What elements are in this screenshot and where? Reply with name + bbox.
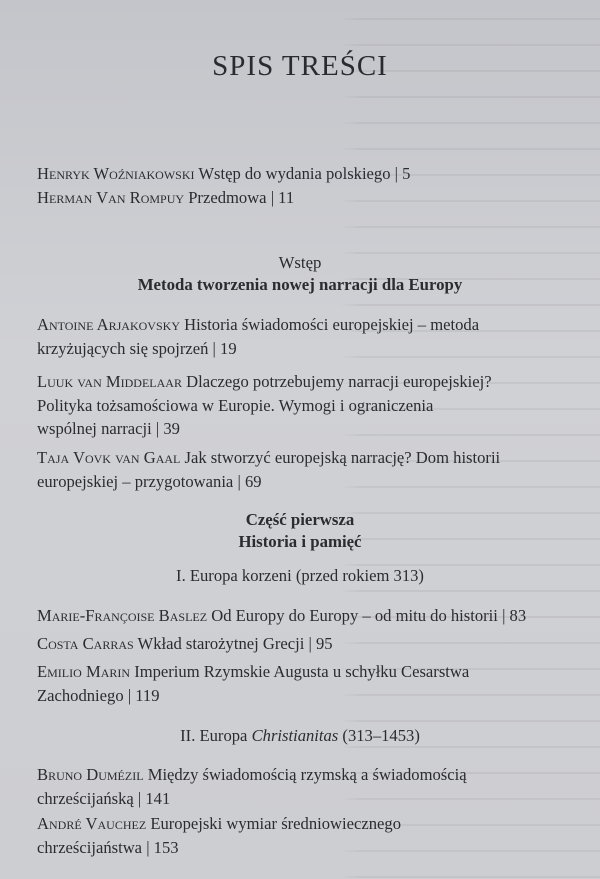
entry-title: Jak stworzyć europejską narrację? Dom historii (184, 448, 501, 467)
entry-title: Od Europy do Europy – od mitu do historii (211, 606, 498, 625)
toc-entry: Costa Carras Wkład starożytnej Grecji | 95 (37, 634, 333, 653)
toc-entry: Henryk Woźniakowski Wstęp do wydania polskiego | 5 (37, 164, 411, 183)
section-subheading: Metoda tworzenia nowej narracji dla Europy (137, 275, 463, 294)
entry-page: 5 (402, 164, 411, 183)
entry-title: Wstęp do wydania polskiego (198, 164, 391, 183)
entry-author: Emilio Marin (37, 662, 131, 681)
entry-title-cont: wspólnej narracji (37, 419, 152, 438)
entry-title: Wkład starożytnej Grecji (137, 634, 305, 653)
page-title: SPIS TREŚCI (212, 50, 388, 82)
entry-title-cont: Polityka tożsamościowa w Europie. Wymogi i ograniczenia (37, 395, 434, 415)
section-heading: Wstęp (278, 253, 322, 272)
toc-entry: Antoine Arjakovsky Historia świadomości europejskiej – metoda krzyżujących się spojrzeń | 19 (37, 315, 480, 358)
entry-title-cont: chrześcijańską (37, 788, 134, 808)
entry-author: Costa Carras (37, 634, 134, 653)
toc-entry: Bruno Dumézil Między świadomością rzymską a świadomością chrześcijańską | 141 (37, 765, 467, 808)
entry-title-cont: Zachodniego (37, 685, 124, 705)
entry-title-cont: europejskiej – przygotowania (37, 471, 234, 491)
toc-entry: Emilio Marin Imperium Rzymskie Augusta u schyłku Cesarstwa Zachodniego | 119 (37, 662, 470, 705)
entry-title: Między świadomością rzymską a świadomością (147, 765, 467, 784)
chapter-heading (0, 726, 600, 746)
entry-page: 69 (244, 471, 262, 491)
entry-author: Taja Vovk van Gaal (37, 448, 181, 467)
chapter-heading-suffix: (313–1453) (342, 726, 420, 745)
entry-title: Przedmowa (188, 188, 267, 207)
part-subheading: Historia i pamięć (238, 532, 362, 551)
toc-entry: Herman Van Rompuy Przedmowa | 11 (37, 188, 295, 207)
entry-page: 95 (315, 634, 333, 653)
toc-entry: André Vauchez Europejski wymiar średniowiecznego chrześcijaństwa | 153 (37, 814, 401, 857)
entry-title: Imperium Rzymskie Augusta u schyłku Cesarstwa (134, 662, 470, 681)
entry-page: 39 (163, 419, 180, 438)
entry-author: André Vauchez (37, 814, 147, 833)
entry-title: Dlaczego potrzebujemy narracji europejskiej? (186, 372, 492, 391)
entry-title: Historia świadomości europejskiej – metoda (184, 315, 480, 334)
chapter-heading-prefix: II. Europa (180, 726, 248, 745)
toc-entry: Taja Vovk van Gaal Jak stworzyć europejską narrację? Dom historii europejskiej – przygotowania | 69 (37, 448, 501, 491)
entry-author: Antoine Arjakovsky (37, 315, 180, 334)
entry-title-cont: chrześcijaństwa (37, 837, 143, 857)
entry-title: Europejski wymiar średniowiecznego (150, 814, 401, 833)
chapter-heading: I. Europa korzeni (przed rokiem 313) (176, 566, 424, 585)
entry-page: 11 (278, 188, 295, 207)
entry-page: 83 (509, 606, 527, 625)
entry-author: Luuk van Middelaar (37, 372, 182, 391)
chapter-heading-italic: Christianitas (251, 726, 339, 745)
entry-author: Marie-Françoise Baslez (37, 606, 208, 625)
part-heading: Część pierwsza (245, 510, 355, 529)
entry-page: 141 (145, 788, 171, 808)
entry-page: 153 (153, 837, 179, 857)
entry-page: 19 (220, 338, 237, 358)
entry-author: Bruno Dumézil (37, 765, 144, 784)
entry-author: Herman Van Rompuy (37, 188, 185, 207)
entry-page: 119 (135, 685, 160, 705)
entry-author: Henryk Woźniakowski (37, 164, 195, 183)
toc-entry: Marie-Françoise Baslez Od Europy do Europy – od mitu do historii | 83 (37, 606, 527, 625)
toc-entry: Luuk van Middelaar Dlaczego potrzebujemy narracji europejskiej? Polityka tożsamościowa w Europie. Wymogi i ograniczenia wspólnej narracji | 39 (37, 372, 492, 438)
entry-title-cont: krzyżujących się spojrzeń (37, 338, 209, 358)
